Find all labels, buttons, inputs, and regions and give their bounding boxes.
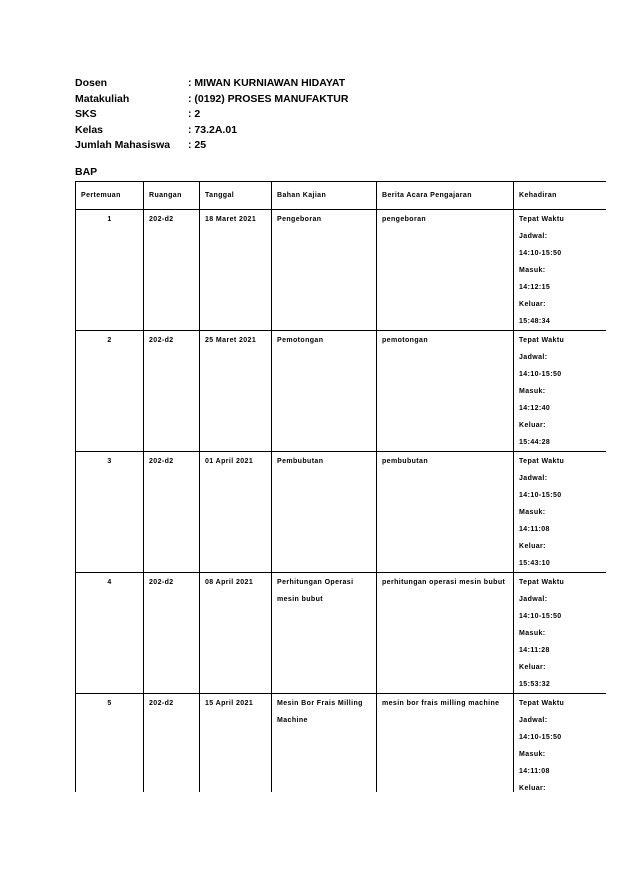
attendance-out-time: 15:44:28 [519,439,551,446]
header-berita-acara: Berita Acara Pengajaran [377,182,514,210]
cell-tanggal: 01 April 2021 [200,452,272,573]
cell-tanggal: 18 Maret 2021 [200,210,272,331]
cell-pertemuan: 1 [76,210,144,331]
info-value: : 25 [188,139,207,151]
attendance-out-time: 15:43:10 [519,560,551,567]
cell-kehadiran [514,573,607,694]
info-label: SKS [75,108,97,120]
cell-kehadiran [514,694,607,793]
info-label: Dosen [75,77,108,89]
attendance-schedule: 14:10-15:50 [519,613,562,620]
cell-kehadiran [514,452,607,573]
attendance-in-time: 14:11:08 [519,526,550,533]
attendance-out-label: Keluar: [519,301,546,308]
attendance-out-label: Keluar: [519,422,546,429]
info-value: : 2 [188,108,201,120]
attendance-out-label: Keluar: [519,785,546,792]
info-row-dosen [75,76,348,92]
cell-bahan-kajian: Pemotongan [272,331,377,452]
attendance-out-time: 15:53:32 [519,681,551,688]
attendance-schedule-label: Jadwal: [519,717,548,724]
attendance-status: Tepat Waktu [519,458,565,465]
attendance-schedule-label: Jadwal: [519,233,548,240]
section-title: BAP [75,166,98,178]
info-row-matakuliah [75,92,348,108]
attendance-in-label: Masuk: [519,388,546,395]
attendance-in-label: Masuk: [519,267,546,274]
bap-table [75,181,606,792]
cell-bahan-kajian: Mesin Bor Frais Milling Machine [272,694,377,793]
cell-kehadiran [514,331,607,452]
info-label: Matakuliah [75,92,130,105]
attendance-in-time: 14:11:08 [519,768,550,775]
table-row [76,573,607,694]
attendance-in-time: 14:11:28 [519,647,550,654]
attendance-schedule-label: Jadwal: [519,475,548,482]
cell-berita-acara: perhitungan operasi mesin bubut [377,573,514,694]
attendance-status: Tepat Waktu [519,216,565,223]
cell-tanggal: 25 Maret 2021 [200,331,272,452]
header-pertemuan: Pertemuan [76,182,144,210]
table-row [76,694,607,793]
cell-berita-acara: pembubutan [377,452,514,573]
header-bahan-kajian: Bahan Kajian [272,182,377,210]
cell-ruangan: 202-d2 [144,694,200,793]
cell-pertemuan: 3 [76,452,144,573]
cell-kehadiran [514,210,607,331]
cell-bahan-kajian: Pengeboran [272,210,377,331]
attendance-in-time: 14:12:40 [519,405,551,412]
table-row [76,210,607,331]
cell-ruangan: 202-d2 [144,452,200,573]
attendance-schedule: 14:10-15:50 [519,734,562,741]
attendance-out-label: Keluar: [519,543,546,550]
attendance-status: Tepat Waktu [519,700,565,707]
info-row-jumlah-mahasiswa [75,138,348,154]
attendance-out-time: 15:48:34 [519,318,551,325]
table-row [76,452,607,573]
info-value: : MIWAN KURNIAWAN HIDAYAT [188,77,346,89]
cell-pertemuan: 4 [76,573,144,694]
table-row [76,331,607,452]
attendance-in-label: Masuk: [519,509,546,516]
attendance-schedule: 14:10-15:50 [519,371,562,378]
header-kehadiran: Kehadiran [514,182,607,210]
info-value: : (0192) PROSES MANUFAKTUR [188,92,349,105]
attendance-in-time: 14:12:15 [519,284,551,291]
cell-berita-acara: mesin bor frais milling machine [377,694,514,793]
info-label: Kelas [75,123,104,136]
attendance-in-label: Masuk: [519,630,546,637]
info-row-sks [75,107,348,123]
cell-berita-acara: pengeboran [377,210,514,331]
header-tanggal: Tanggal [200,182,272,210]
attendance-in-label: Masuk: [519,751,546,758]
attendance-status: Tepat Waktu [519,579,565,586]
cell-tanggal: 08 April 2021 [200,573,272,694]
cell-ruangan: 202-d2 [144,210,200,331]
table-header-row [76,182,607,210]
cell-bahan-kajian: Pembubutan [272,452,377,573]
info-row-kelas [75,123,348,139]
cell-ruangan: 202-d2 [144,331,200,452]
cell-berita-acara: pemotongan [377,331,514,452]
attendance-schedule-label: Jadwal: [519,354,548,361]
attendance-schedule-label: Jadwal: [519,596,548,603]
attendance-status: Tepat Waktu [519,337,565,344]
attendance-schedule: 14:10-15:50 [519,492,562,499]
bap-table-container [75,181,606,792]
course-info [75,76,348,154]
header-ruangan: Ruangan [144,182,200,210]
info-label: Jumlah Mahasiswa [75,139,171,151]
info-value: : 73.2A.01 [188,123,238,136]
cell-pertemuan: 2 [76,331,144,452]
cell-ruangan: 202-d2 [144,573,200,694]
attendance-out-label: Keluar: [519,664,546,671]
cell-pertemuan: 5 [76,694,144,793]
attendance-schedule: 14:10-15:50 [519,250,562,257]
cell-tanggal: 15 April 2021 [200,694,272,793]
cell-bahan-kajian: Perhitungan Operasi mesin bubut [272,573,377,694]
